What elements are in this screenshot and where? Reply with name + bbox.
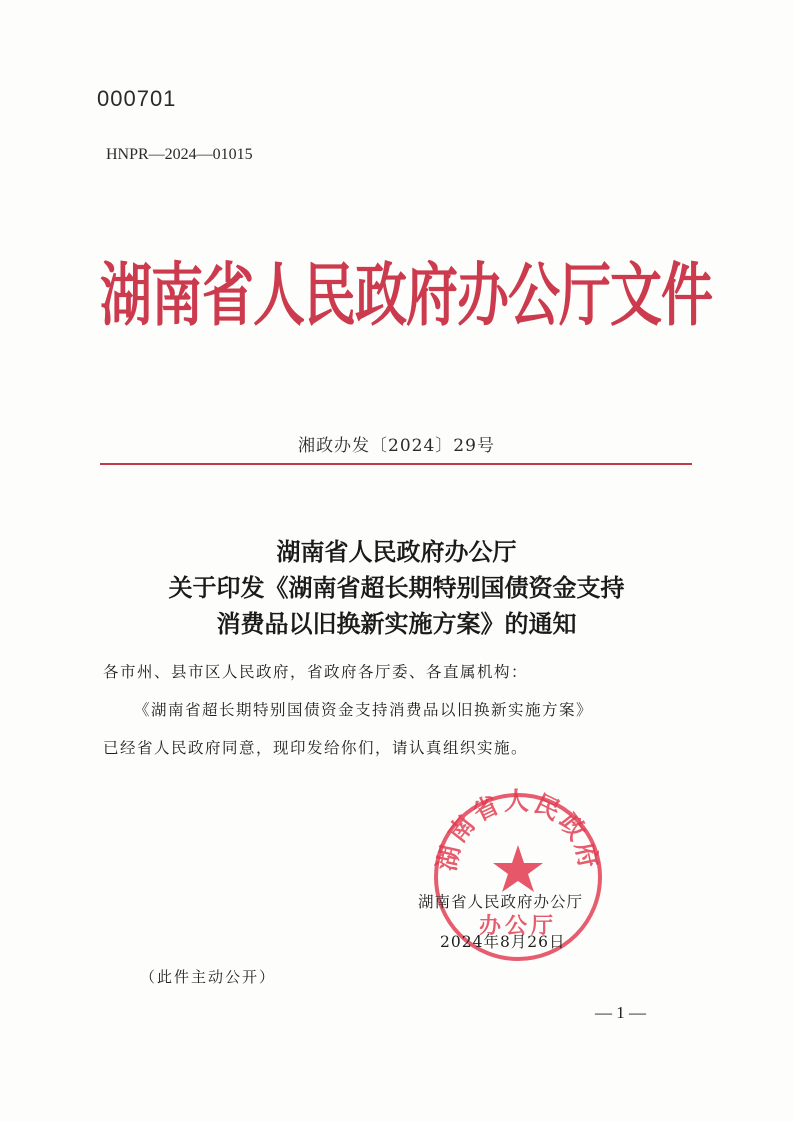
signing-date: 2024年8月26日 <box>440 933 566 951</box>
addressee: 各市州、县市区人民政府，省政府各厅委、各直属机构： <box>103 663 529 681</box>
body-paragraph-line-1: 《湖南省超长期特别国债资金支持消费品以旧换新实施方案》 <box>134 701 594 719</box>
seal-text-bottom: 办公厅 <box>478 914 558 939</box>
title-line-1: 湖南省人民政府办公厅 <box>276 538 517 566</box>
file-number: 湘政办发〔2024〕29号 <box>298 436 495 456</box>
public-disclosure-note: （此件主动公开） <box>140 968 277 986</box>
document-title <box>60 534 733 642</box>
issuer-header: 湖南省人民政府办公厅文件 <box>100 256 713 336</box>
page-number: — 1 — <box>595 1003 646 1022</box>
signing-organization: 湖南省人民政府办公厅 <box>418 893 584 911</box>
title-line-2: 关于印发《湖南省超长期特别国债资金支持 <box>168 574 625 602</box>
serial-number: 000701 <box>97 86 177 111</box>
body-text <box>103 653 703 767</box>
registration-code: HNPR—2024—01015 <box>106 146 253 163</box>
title-line-3: 消费品以旧换新实施方案》的通知 <box>216 610 577 638</box>
star-icon <box>493 845 543 892</box>
body-paragraph-line-2: 已经省人民政府同意，现印发给你们，请认真组织实施。 <box>103 739 529 757</box>
seal-text-top: 湖南省人民政府 <box>431 787 605 874</box>
red-divider <box>100 463 692 465</box>
